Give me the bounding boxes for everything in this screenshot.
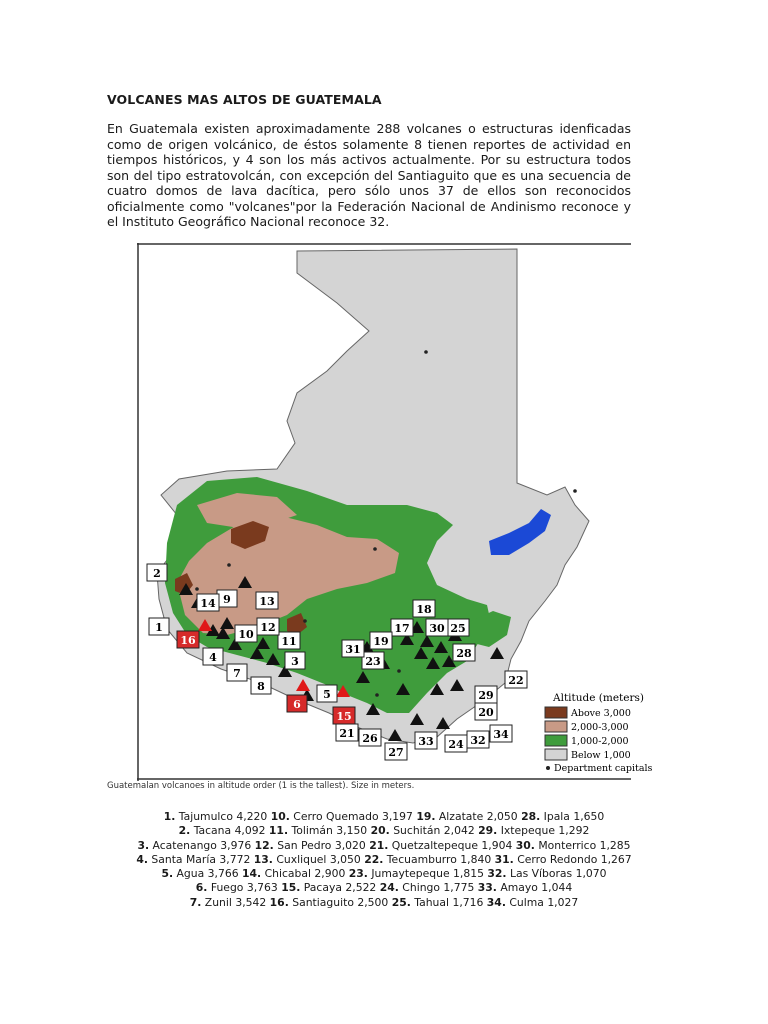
svg-text:6: 6 <box>293 698 301 711</box>
svg-text:16: 16 <box>180 634 196 647</box>
volcano-row: 1. Tajumulco 4,220 10. Cerro Quemado 3,197 19. Alzatate 2,050 28. Ipala 1,650 <box>163 810 605 823</box>
map-label-6 <box>287 695 307 712</box>
svg-text:32: 32 <box>470 734 486 747</box>
svg-text:2,000-3,000: 2,000-3,000 <box>571 722 629 733</box>
volcano-row: 7. Zunil 3,542 16. Santiaguito 2,500 25. Tahual 1,716 34. Culma 1,027 <box>189 895 579 909</box>
svg-text:10: 10 <box>238 628 254 641</box>
svg-text:1: 1 <box>155 621 163 634</box>
map-label-34 <box>490 725 512 742</box>
svg-text:2: 2 <box>153 567 161 580</box>
svg-text:Department capitals: Department capitals <box>554 763 653 774</box>
map-label-7 <box>227 664 247 681</box>
svg-text:Below 1,000: Below 1,000 <box>571 750 631 761</box>
svg-text:17: 17 <box>394 622 410 635</box>
svg-text:5: 5 <box>323 688 331 701</box>
map-label-18 <box>413 600 435 617</box>
map-label-30 <box>426 619 448 636</box>
svg-text:18: 18 <box>416 603 432 616</box>
volcano-row: 2. Tacana 4,092 11. Tolimán 3,150 20. Suchitán 2,042 29. Ixtepeque 1,292 <box>178 824 590 838</box>
map-label-13 <box>256 592 278 609</box>
map-label-28 <box>453 644 475 661</box>
legend-title: Altitude (meters) <box>553 692 644 704</box>
svg-text:9: 9 <box>223 593 231 606</box>
svg-text:Above 3,000: Above 3,000 <box>571 708 631 719</box>
map-label-24 <box>445 735 467 752</box>
legend-item-below-1000 <box>545 749 631 761</box>
legend-item-capitals <box>546 763 653 774</box>
svg-text:33: 33 <box>418 735 434 748</box>
svg-text:24: 24 <box>448 738 464 751</box>
map-label-33 <box>415 732 437 749</box>
svg-text:29: 29 <box>478 689 494 702</box>
map-label-10 <box>235 625 257 642</box>
svg-text:28: 28 <box>456 647 472 660</box>
map-label-17 <box>391 619 413 636</box>
map-label-12 <box>257 618 279 635</box>
legend-item-above-3000 <box>545 707 631 719</box>
legend-item-1000-2000 <box>545 735 629 747</box>
page-title: VOLCANES MAS ALTOS DE GUATEMALA <box>107 92 382 107</box>
map-label-3 <box>285 652 305 669</box>
svg-text:4: 4 <box>209 651 217 664</box>
map-label-31 <box>342 640 364 657</box>
map-label-25 <box>447 619 469 636</box>
volcano-row: 3. Acatenango 3,976 12. San Pedro 3,020 21. Quetzaltepeque 1,904 30. Monterrico 1,285 <box>137 838 631 852</box>
map-label-2 <box>147 564 167 581</box>
volcano-list <box>60 810 708 910</box>
svg-text:23: 23 <box>365 655 381 668</box>
map-label-4 <box>203 648 223 665</box>
intro-paragraph: En Guatemala existen aproximadamente 288 volcanes o estructuras idenficadas como de origen volcánico, de éstos solamente 8 tienen reportes de actividad en tiempos históricos, y 4 son los más activos actualmente. Por su estructura todos son del tipo estratovolcán, con excepción del Santiaguito que es una secuencia de cuatro domos de lava dacítica, pero sólo unos 37 de ellos son reconocidos oficialmente como "volcanes"por la Federación Nacional de Andinismo reconoce y el Instituto Geográfico Nacional reconoce 32. <box>107 121 631 229</box>
map-label-27 <box>385 743 407 760</box>
map-label-29 <box>475 686 497 703</box>
map-label-9 <box>217 590 237 607</box>
svg-text:3: 3 <box>291 655 299 668</box>
svg-text:22: 22 <box>508 674 524 687</box>
volcano-row: 4. Santa María 3,772 13. Cuxliquel 3,050 22. Tecuamburro 1,840 31. Cerro Redondo 1,267 <box>136 852 632 866</box>
map-label-14 <box>197 594 219 611</box>
svg-text:25: 25 <box>450 622 466 635</box>
map-label-32 <box>467 731 489 748</box>
map-label-15 <box>333 707 355 724</box>
map-label-26 <box>359 729 381 746</box>
svg-text:21: 21 <box>339 727 355 740</box>
map-label-1 <box>149 618 169 635</box>
map-label-22 <box>505 671 527 688</box>
map-caption: Guatemalan volcanoes in altitude order (1 is the tallest). Size in meters. <box>107 781 415 791</box>
svg-text:26: 26 <box>362 732 378 745</box>
volcano-row: 5. Agua 3,766 14. Chicabal 2,900 23. Jumaytepeque 1,815 32. Las Víboras 1,070 <box>161 867 607 881</box>
svg-text:20: 20 <box>478 706 494 719</box>
map-label-23 <box>362 652 384 669</box>
svg-text:15: 15 <box>336 710 352 723</box>
guatemala-volcano-map <box>137 243 653 781</box>
svg-text:34: 34 <box>493 728 509 741</box>
svg-text:8: 8 <box>257 680 265 693</box>
map-label-8 <box>251 677 271 694</box>
svg-text:13: 13 <box>259 595 275 608</box>
map-label-19 <box>370 632 392 649</box>
svg-text:1,000-2,000: 1,000-2,000 <box>571 736 629 747</box>
svg-text:19: 19 <box>373 635 389 648</box>
svg-text:31: 31 <box>345 643 361 656</box>
svg-text:7: 7 <box>233 667 241 680</box>
map-label-20 <box>475 703 497 720</box>
map-label-11 <box>278 632 300 649</box>
map-label-16 <box>177 631 199 648</box>
legend-item-2000-3000 <box>545 721 629 733</box>
svg-text:30: 30 <box>429 622 445 635</box>
svg-text:14: 14 <box>200 597 216 610</box>
map-label-21 <box>336 724 358 741</box>
map-label-5 <box>317 685 337 702</box>
svg-text:12: 12 <box>260 621 276 634</box>
svg-text:27: 27 <box>388 746 404 759</box>
svg-text:11: 11 <box>281 635 297 648</box>
volcano-row: 6. Fuego 3,763 15. Pacaya 2,522 24. Chingo 1,775 33. Amayo 1,044 <box>195 881 573 895</box>
